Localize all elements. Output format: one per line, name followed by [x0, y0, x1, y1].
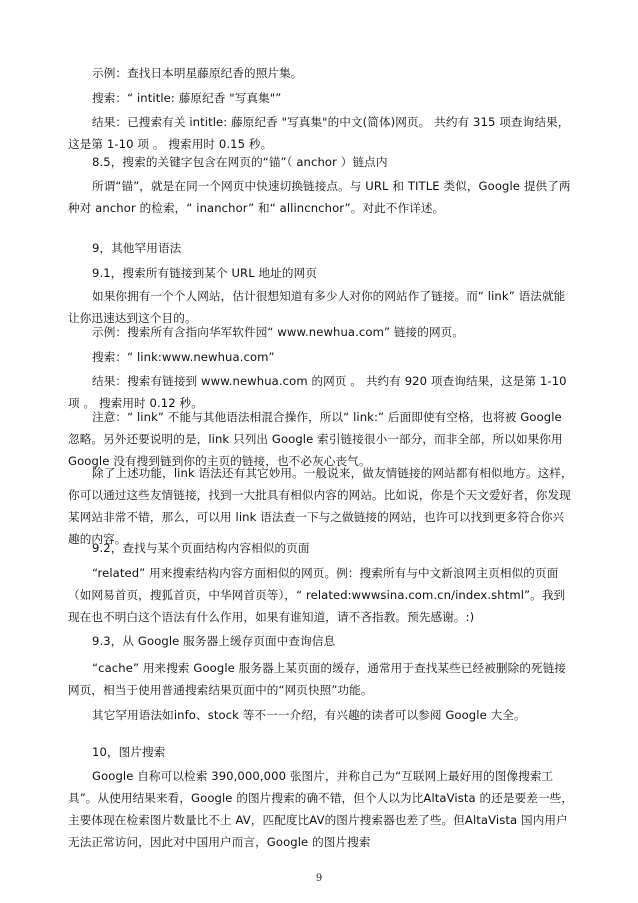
link-example-paragraph: 示例：搜索所有含指向华军软件园“ www.newhua.com” 链接的网页。	[92, 325, 465, 339]
section-heading-8-5: 8.5，搜索的关键字包含在网页的“锚”（ anchor ）链点内	[92, 155, 388, 169]
related-paragraph: “related” 用来搜索结构内容方面相似的网页。例：搜索所有与中文新浪网主页相似的页面（如网易首页，搜狐首页，中华网首页等），“ related:wwwsina.com.cn/index.shtml”。我到现在也不明白这个语法有什么作用，如果有谁知道，请不吝指教。预先感谢。:)	[68, 566, 566, 624]
result-paragraph: 结果：已搜索有关 intitle: 藤原纪香 "写真集"的中文(简体)网页。 共约有 315 项查询结果，这是第 1-10 项 。 搜索用时 0.15 秒。	[68, 115, 570, 151]
link-usage-paragraph: 除了上述功能，link 语法还有其它妙用。一般说来，做友情链接的网站都有相似地方。这样，你可以通过这些友情链接，找到一大批具有相似内容的网站。比如说，你是个天文爱好者，你发现某网站非常不错，那么，可以用 link 语法查一下与之做链接的网站，也许可以找到更多符合你兴趣的内容。	[68, 466, 573, 546]
section-heading-9: 9，其他罕用语法	[92, 241, 182, 255]
section-heading-10: 10，图片搜索	[92, 745, 166, 759]
other-syntax-paragraph: 其它罕用语法如info、stock 等不一一介绍，有兴趣的读者可以参阅 Google 大全。	[92, 708, 526, 722]
link-result-paragraph: 结果：搜索有链接到 www.newhua.com 的网页 。 共约有 920 项查询结果，这是第 1-10 项 。 搜索用时 0.12 秒。	[68, 374, 567, 410]
link-intro-paragraph: 如果你拥有一个个人网站，估计很想知道有多少人对你的网站作了链接。而“ link” 语法就能让你迅速达到这个目的。	[68, 289, 566, 325]
anchor-description: 所谓“锚”，就是在同一个网页中快速切换链接点。与 URL 和 TITLE 类似，Google 提供了两种对 anchor 的检索，“ inanchor” 和“ allincnchor”。对此不作详述。	[68, 179, 571, 215]
page-number: 9	[315, 873, 323, 884]
section-heading-9-3: 9.3，从 Google 服务器上缓存页面中查询信息	[92, 634, 336, 648]
link-search-paragraph: 搜索：“ link:www.newhua.com”	[92, 350, 275, 364]
image-search-paragraph: Google 自称可以检索 390,000,000 张图片，并称自己为“互联网上最好用的图像搜索工具”。从使用结果来看，Google 的图片搜索的确不错，但个人以为比AltaVista 的还是要差一些，主要体现在检索图片数量比不上 AV，匹配度比AV的图片搜索器也差了些。但AltaVista 国内用户无法正常访问，因此对中国用户而言，Google 的图片搜索	[68, 769, 574, 849]
search-paragraph: 搜索：“ intitle: 藤原纪香 "写真集"”	[92, 91, 282, 105]
cache-paragraph: “cache” 用来搜索 Google 服务器上某页面的缓存，通常用于查找某些已经被删除的死链接网页，相当于使用普通搜索结果页面中的“网页快照”功能。	[68, 661, 567, 697]
example-paragraph: 示例：查找日本明星藤原纪香的照片集。	[92, 66, 303, 80]
section-heading-9-1: 9.1，搜索所有链接到某个 URL 地址的网页	[92, 266, 318, 280]
link-note-paragraph: 注意：“ link” 不能与其他语法相混合操作，所以“ link:” 后面即使有空格，也将被 Google 忽略。另外还要说明的是，link 只列出 Google 索引链接很小一部分，而非全部，所以如果你用 Google 没有搜到链到你的主页的链接，也不必灰心丧气。	[68, 410, 563, 468]
section-heading-9-2: 9.2，查找与某个页面结构内容相似的页面	[92, 541, 310, 555]
